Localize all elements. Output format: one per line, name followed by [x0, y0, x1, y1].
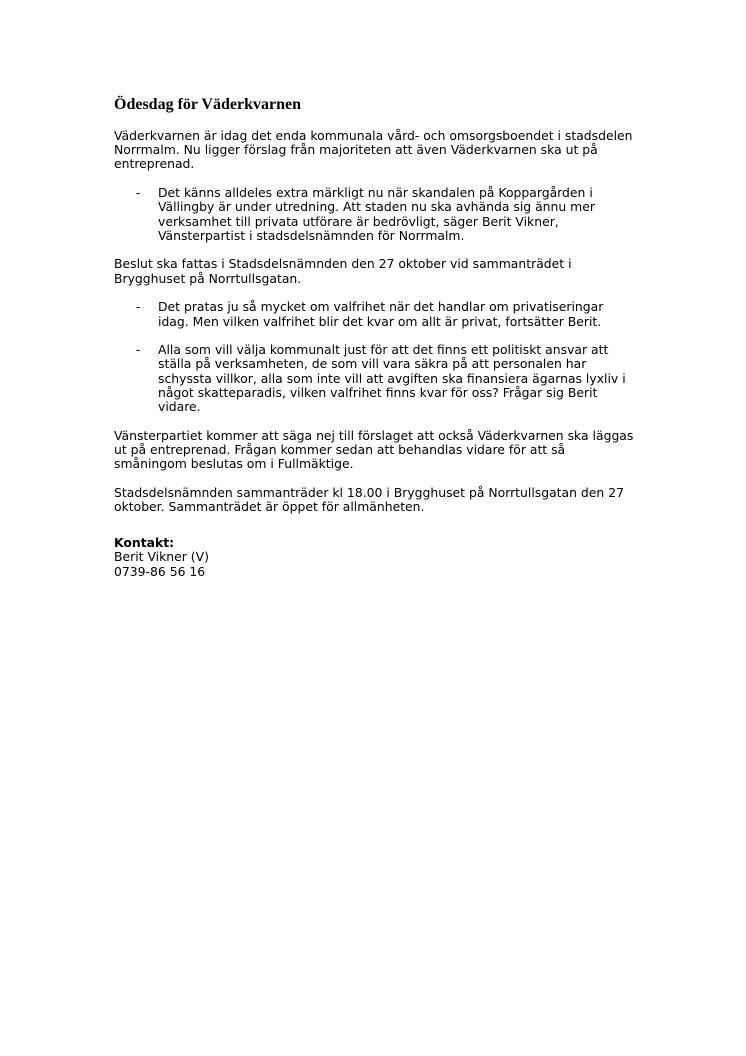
document-title: Ödesdag för Väderkvarnen — [114, 96, 301, 113]
contact-phone: 0739-86 56 16 — [114, 563, 206, 579]
contact-label: Kontakt: — [114, 535, 175, 551]
quote-dash: - — [136, 185, 141, 201]
quote-text: Alla som vill välja kommunalt just för att det finns ett politiskt ansvar att ställa på verksamheten, de som vill vara säkra på att personalen har schyssta villkor, alla som inte vill att avgiften ska finansiera ägarnas lyxliv i något skatteparadis, vilken valfrihet finns kvar för oss? Frågar sig Berit vidare. — [158, 342, 626, 415]
quote-block — [114, 186, 636, 243]
quote-dash: - — [136, 299, 141, 315]
quote-text: Det pratas ju så mycket om valfrihet när det handlar om privatiseringar idag. Men vilken valfrihet blir det kvar om allt är privat, fortsätter Berit. — [158, 299, 604, 329]
contact-name: Berit Vikner (V) — [114, 549, 209, 565]
quote-block — [114, 300, 636, 328]
quote-block — [114, 343, 636, 414]
position-paragraph: Vänsterpartiet kommer att säga nej till förslaget att också Väderkvarnen ska läggas ut på entreprenad. Frågan kommer sedan att behandlas vidare för att så småningom beslutas om i Fullmäktige. — [114, 427, 634, 472]
quote-text: Det känns alldeles extra märkligt nu när skandalen på Koppargården i Vällingby är under utredning. Att staden nu ska avhända sig ännu mer verksamhet till privata utförare är bedrövligt, säger Berit Vikner, Vänsterpartist i stadsdelsnämnden för Norrmalm. — [158, 185, 595, 243]
quote-dash: - — [136, 342, 141, 358]
press-release-body — [114, 95, 636, 579]
decision-paragraph: Beslut ska fattas i Stadsdelsnämnden den 27 oktober vid sammanträdet i Brygghuset på Norrtullsgatan. — [114, 256, 572, 286]
meeting-paragraph: Stadsdelsnämnden sammanträder kl 18.00 i Brygghuset på Norrtullsgatan den 27 oktober. Sammanträdet är öppet för allmänheten. — [114, 484, 624, 515]
contact-block — [114, 536, 636, 579]
intro-paragraph: Väderkvarnen är idag det enda kommunala vård- och omsorgsboendet i stadsdelen Norrmalm. Nu ligger förslag från majoriteten att även Väderkvarnen ska ut på entreprenad. — [114, 128, 633, 172]
